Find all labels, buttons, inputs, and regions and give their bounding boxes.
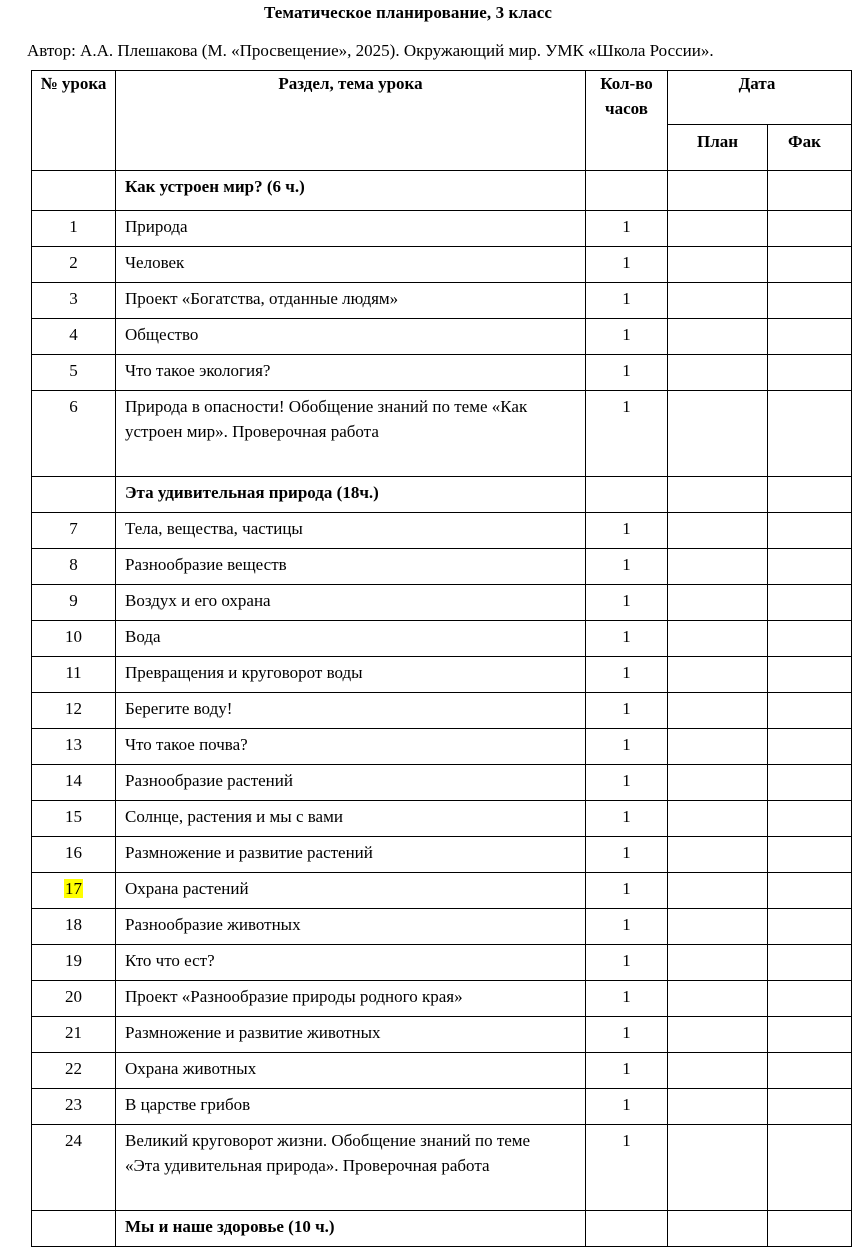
lesson-number <box>32 319 116 355</box>
fact-date-cell <box>768 283 852 319</box>
lesson-hours: 1 <box>586 837 668 873</box>
plan-date-cell <box>668 477 768 513</box>
lesson-number-value: 15 <box>65 807 82 826</box>
lesson-hours: 1 <box>586 1089 668 1125</box>
lesson-number <box>32 837 116 873</box>
lesson-number <box>32 171 116 211</box>
lesson-number-value: 20 <box>65 987 82 1006</box>
fact-date-cell <box>768 171 852 211</box>
lesson-hours: 1 <box>586 765 668 801</box>
lesson-topic: Природа <box>116 211 586 247</box>
header-plan: План <box>668 125 768 171</box>
lesson-topic: Солнце, растения и мы с вами <box>116 801 586 837</box>
lesson-hours: 1 <box>586 247 668 283</box>
lesson-row <box>32 1053 852 1089</box>
plan-date-cell <box>668 391 768 477</box>
lesson-row <box>32 729 852 765</box>
fact-date-cell <box>768 1125 852 1211</box>
lesson-number-value: 2 <box>69 253 78 272</box>
lesson-hours: 1 <box>586 283 668 319</box>
plan-date-cell <box>668 909 768 945</box>
fact-date-cell <box>768 355 852 391</box>
header-date <box>668 71 852 125</box>
plan-date-cell <box>668 657 768 693</box>
lesson-topic: Воздух и его охрана <box>116 585 586 621</box>
lesson-hours: 1 <box>586 1017 668 1053</box>
lesson-topic: Разнообразие растений <box>116 765 586 801</box>
lesson-hours: 1 <box>586 1053 668 1089</box>
lesson-number <box>32 729 116 765</box>
lesson-number-value: 4 <box>69 325 78 344</box>
lesson-number <box>32 981 116 1017</box>
plan-date-cell <box>668 1211 768 1247</box>
lesson-row <box>32 247 852 283</box>
lesson-topic: Вода <box>116 621 586 657</box>
lesson-number-value: 12 <box>65 699 82 718</box>
lesson-number-value: 13 <box>65 735 82 754</box>
section-title: Как устроен мир? (6 ч.) <box>116 171 586 211</box>
lesson-number <box>32 211 116 247</box>
fact-date-cell <box>768 837 852 873</box>
lesson-number <box>32 477 116 513</box>
plan-date-cell <box>668 1125 768 1211</box>
fact-date-cell <box>768 1089 852 1125</box>
lesson-number <box>32 247 116 283</box>
fact-date-cell <box>768 693 852 729</box>
lesson-row <box>32 391 852 477</box>
lesson-number <box>32 549 116 585</box>
lesson-hours: 1 <box>586 801 668 837</box>
header-number: № урока <box>32 71 116 171</box>
lesson-number-value: 17 <box>65 879 82 898</box>
header-fact: Фак <box>768 125 852 171</box>
plan-date-cell <box>668 1017 768 1053</box>
lesson-number-value: 1 <box>69 217 78 236</box>
lesson-hours: 1 <box>586 909 668 945</box>
lesson-number-value: 11 <box>65 663 82 682</box>
plan-date-cell <box>668 729 768 765</box>
lesson-number <box>32 945 116 981</box>
lesson-number-value: 21 <box>65 1023 82 1042</box>
plan-date-cell <box>668 513 768 549</box>
lesson-row <box>32 909 852 945</box>
fact-date-cell <box>768 1053 852 1089</box>
lesson-number-value: 23 <box>65 1095 82 1114</box>
plan-date-cell <box>668 355 768 391</box>
lesson-row <box>32 693 852 729</box>
fact-date-cell <box>768 657 852 693</box>
fact-date-cell <box>768 621 852 657</box>
fact-date-cell <box>768 477 852 513</box>
plan-date-cell <box>668 621 768 657</box>
lesson-number <box>32 765 116 801</box>
lesson-hours: 1 <box>586 621 668 657</box>
lesson-hours: 1 <box>586 693 668 729</box>
section-row <box>32 477 852 513</box>
lesson-number <box>32 355 116 391</box>
lesson-number <box>32 1053 116 1089</box>
plan-date-cell <box>668 247 768 283</box>
lesson-number <box>32 1211 116 1247</box>
lesson-row <box>32 513 852 549</box>
lesson-row <box>32 981 852 1017</box>
lesson-row <box>32 765 852 801</box>
fact-date-cell <box>768 1017 852 1053</box>
lesson-row <box>32 621 852 657</box>
lesson-row <box>32 657 852 693</box>
lesson-number <box>32 1089 116 1125</box>
lesson-hours: 1 <box>586 1125 668 1211</box>
lesson-number-value: 8 <box>69 555 78 574</box>
lesson-topic: Общество <box>116 319 586 355</box>
lesson-number-value: 22 <box>65 1059 82 1078</box>
plan-date-cell <box>668 801 768 837</box>
lesson-hours: 1 <box>586 945 668 981</box>
lesson-row <box>32 1017 852 1053</box>
plan-date-cell <box>668 765 768 801</box>
lesson-topic: Природа в опасности! Обобщение знаний по теме «Как устроен мир». Проверочная работа <box>116 391 586 477</box>
lesson-hours: 1 <box>586 319 668 355</box>
lesson-number-value: 3 <box>69 289 78 308</box>
lesson-topic: Проект «Разнообразие природы родного края» <box>116 981 586 1017</box>
fact-date-cell <box>768 945 852 981</box>
plan-date-cell <box>668 283 768 319</box>
fact-date-cell <box>768 765 852 801</box>
lesson-row <box>32 319 852 355</box>
lesson-number <box>32 909 116 945</box>
plan-date-cell <box>668 945 768 981</box>
plan-date-cell <box>668 693 768 729</box>
lesson-number-value: 9 <box>69 591 78 610</box>
lesson-number <box>32 585 116 621</box>
lesson-topic: Кто что ест? <box>116 945 586 981</box>
lesson-row <box>32 283 852 319</box>
lesson-topic: Размножение и развитие животных <box>116 1017 586 1053</box>
lesson-number <box>32 1125 116 1211</box>
plan-date-cell <box>668 549 768 585</box>
section-title: Мы и наше здоровье (10 ч.) <box>116 1211 586 1247</box>
lesson-topic: Охрана растений <box>116 873 586 909</box>
lesson-number <box>32 801 116 837</box>
lesson-hours: 1 <box>586 729 668 765</box>
fact-date-cell <box>768 247 852 283</box>
lesson-topic: Проект «Богатства, отданные людям» <box>116 283 586 319</box>
lesson-number <box>32 283 116 319</box>
lesson-number-value: 18 <box>65 915 82 934</box>
lesson-number-value: 19 <box>65 951 82 970</box>
lesson-number-value: 7 <box>69 519 78 538</box>
lesson-topic: Человек <box>116 247 586 283</box>
lesson-topic: Великий круговорот жизни. Обобщение знаний по теме «Эта удивительная природа». Проверочная работа <box>116 1125 586 1211</box>
lesson-hours: 1 <box>586 657 668 693</box>
fact-date-cell <box>768 391 852 477</box>
fact-date-cell <box>768 873 852 909</box>
lesson-number <box>32 693 116 729</box>
plan-date-cell <box>668 171 768 211</box>
section-row <box>32 171 852 211</box>
section-row <box>32 1211 852 1247</box>
lesson-topic: Тела, вещества, частицы <box>116 513 586 549</box>
lesson-hours: 1 <box>586 981 668 1017</box>
fact-date-cell <box>768 909 852 945</box>
header-row <box>32 71 852 125</box>
lesson-row <box>32 585 852 621</box>
document-subtitle: Автор: А.А. Плешакова (М. «Просвещение», 2025). Окружающий мир. УМК «Школа России». <box>27 41 714 60</box>
lesson-topic: В царстве грибов <box>116 1089 586 1125</box>
lesson-number-value: 10 <box>65 627 82 646</box>
plan-date-cell <box>668 981 768 1017</box>
lesson-hours: 1 <box>586 391 668 477</box>
lesson-row <box>32 873 852 909</box>
lesson-hours <box>586 1211 668 1247</box>
fact-date-cell <box>768 729 852 765</box>
lesson-number <box>32 621 116 657</box>
lesson-number <box>32 391 116 477</box>
plan-date-cell <box>668 585 768 621</box>
lesson-hours <box>586 171 668 211</box>
plan-date-cell <box>668 1053 768 1089</box>
fact-date-cell <box>768 1211 852 1247</box>
lesson-row <box>32 549 852 585</box>
lesson-topic: Охрана животных <box>116 1053 586 1089</box>
lesson-number <box>32 873 116 909</box>
lesson-hours: 1 <box>586 211 668 247</box>
lesson-hours: 1 <box>586 513 668 549</box>
lesson-topic: Берегите воду! <box>116 693 586 729</box>
lesson-number-value: 24 <box>65 1131 82 1150</box>
plan-date-cell <box>668 1089 768 1125</box>
lesson-number-value: 5 <box>69 361 78 380</box>
page-title: Тематическое планирование, 3 класс <box>263 3 552 22</box>
lesson-row <box>32 355 852 391</box>
fact-date-cell <box>768 513 852 549</box>
lesson-row <box>32 1125 852 1211</box>
fact-date-cell <box>768 319 852 355</box>
plan-date-cell <box>668 211 768 247</box>
lesson-hours: 1 <box>586 585 668 621</box>
lesson-row <box>32 211 852 247</box>
fact-date-cell <box>768 981 852 1017</box>
lesson-topic: Что такое почва? <box>116 729 586 765</box>
lesson-topic: Превращения и круговорот воды <box>116 657 586 693</box>
lesson-number <box>32 513 116 549</box>
lesson-plan-table <box>31 70 852 1247</box>
fact-date-cell <box>768 585 852 621</box>
fact-date-cell <box>768 801 852 837</box>
lesson-hours: 1 <box>586 355 668 391</box>
lesson-hours: 1 <box>586 873 668 909</box>
fact-date-cell <box>768 211 852 247</box>
header-hours: Кол-во часов <box>586 71 668 171</box>
lesson-row <box>32 1089 852 1125</box>
lesson-hours <box>586 477 668 513</box>
lesson-number <box>32 657 116 693</box>
plan-date-cell <box>668 319 768 355</box>
fact-date-cell <box>768 549 852 585</box>
section-title: Эта удивительная природа (18ч.) <box>116 477 586 513</box>
lesson-number <box>32 1017 116 1053</box>
lesson-row <box>32 801 852 837</box>
lesson-row <box>32 945 852 981</box>
lesson-hours: 1 <box>586 549 668 585</box>
lesson-number-value: 16 <box>65 843 82 862</box>
lesson-topic: Размножение и развитие растений <box>116 837 586 873</box>
lesson-topic: Разнообразие животных <box>116 909 586 945</box>
lesson-number-value: 14 <box>65 771 82 790</box>
lesson-number-value: 6 <box>69 397 78 416</box>
header-date-label: Дата <box>738 74 776 93</box>
lesson-topic: Что такое экология? <box>116 355 586 391</box>
header-topic: Раздел, тема урока <box>116 71 586 171</box>
plan-date-cell <box>668 837 768 873</box>
lesson-topic: Разнообразие веществ <box>116 549 586 585</box>
plan-date-cell <box>668 873 768 909</box>
lesson-row <box>32 837 852 873</box>
